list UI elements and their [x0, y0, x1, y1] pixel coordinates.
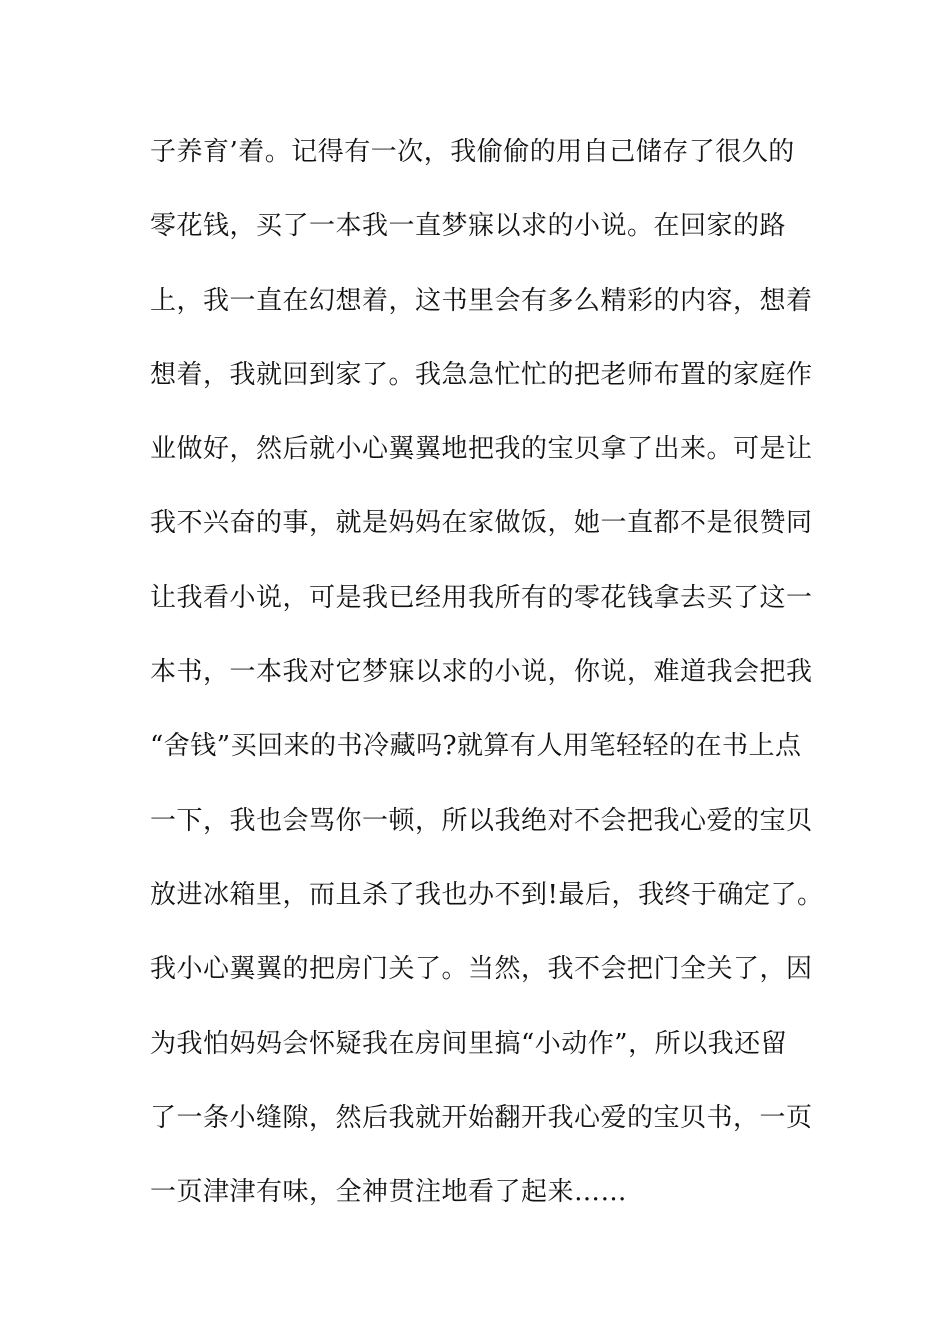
- text-line-4: 想着，我就回到家了。我急急忙忙的把老师布置的家庭作: [150, 359, 813, 390]
- text-line-6: 我不兴奋的事，就是妈妈在家做饭，她一直都不是很赞同: [150, 508, 813, 539]
- text-line-3: 上，我一直在幻想着，这书里会有多么精彩的内容，想着: [150, 285, 813, 316]
- text-line-1: 子养育’着。记得有一次，我偷偷的用自己储存了很久的: [150, 137, 795, 167]
- text-line-7: 让我看小说，可是我已经用我所有的零花钱拿去买了这一: [150, 582, 813, 613]
- text-line-15: 一页津津有味，全神贯注地看了起来……: [150, 1177, 628, 1208]
- text-line-2: 零花钱，买了一本我一直梦寐以求的小说。在回家的路: [150, 211, 787, 242]
- text-line-11: 放进冰箱里，而且杀了我也办不到!最后，我终于确定了。: [150, 879, 824, 910]
- text-line-13: 为我怕妈妈会怀疑我在房间里搞“小动作”，所以我还留: [150, 1028, 788, 1059]
- body-text: [150, 130, 824, 1244]
- text-line-14: 了一条小缝隙，然后我就开始翻开我心爱的宝贝书，一页: [150, 1102, 813, 1133]
- text-line-10: 一下，我也会骂你一顿，所以我绝对不会把我心爱的宝贝: [150, 805, 813, 836]
- text-line-9: “舍钱”买回来的书冷藏吗?就算有人用笔轻轻的在书上点: [150, 731, 802, 762]
- text-line-8: 本书，一本我对它梦寐以求的小说，你说，难道我会把我: [150, 657, 813, 688]
- text-line-12: 我小心翼翼的把房门关了。当然，我不会把门全关了，因: [150, 954, 813, 985]
- text-line-5: 业做好，然后就小心翼翼地把我的宝贝拿了出来。可是让: [150, 434, 813, 465]
